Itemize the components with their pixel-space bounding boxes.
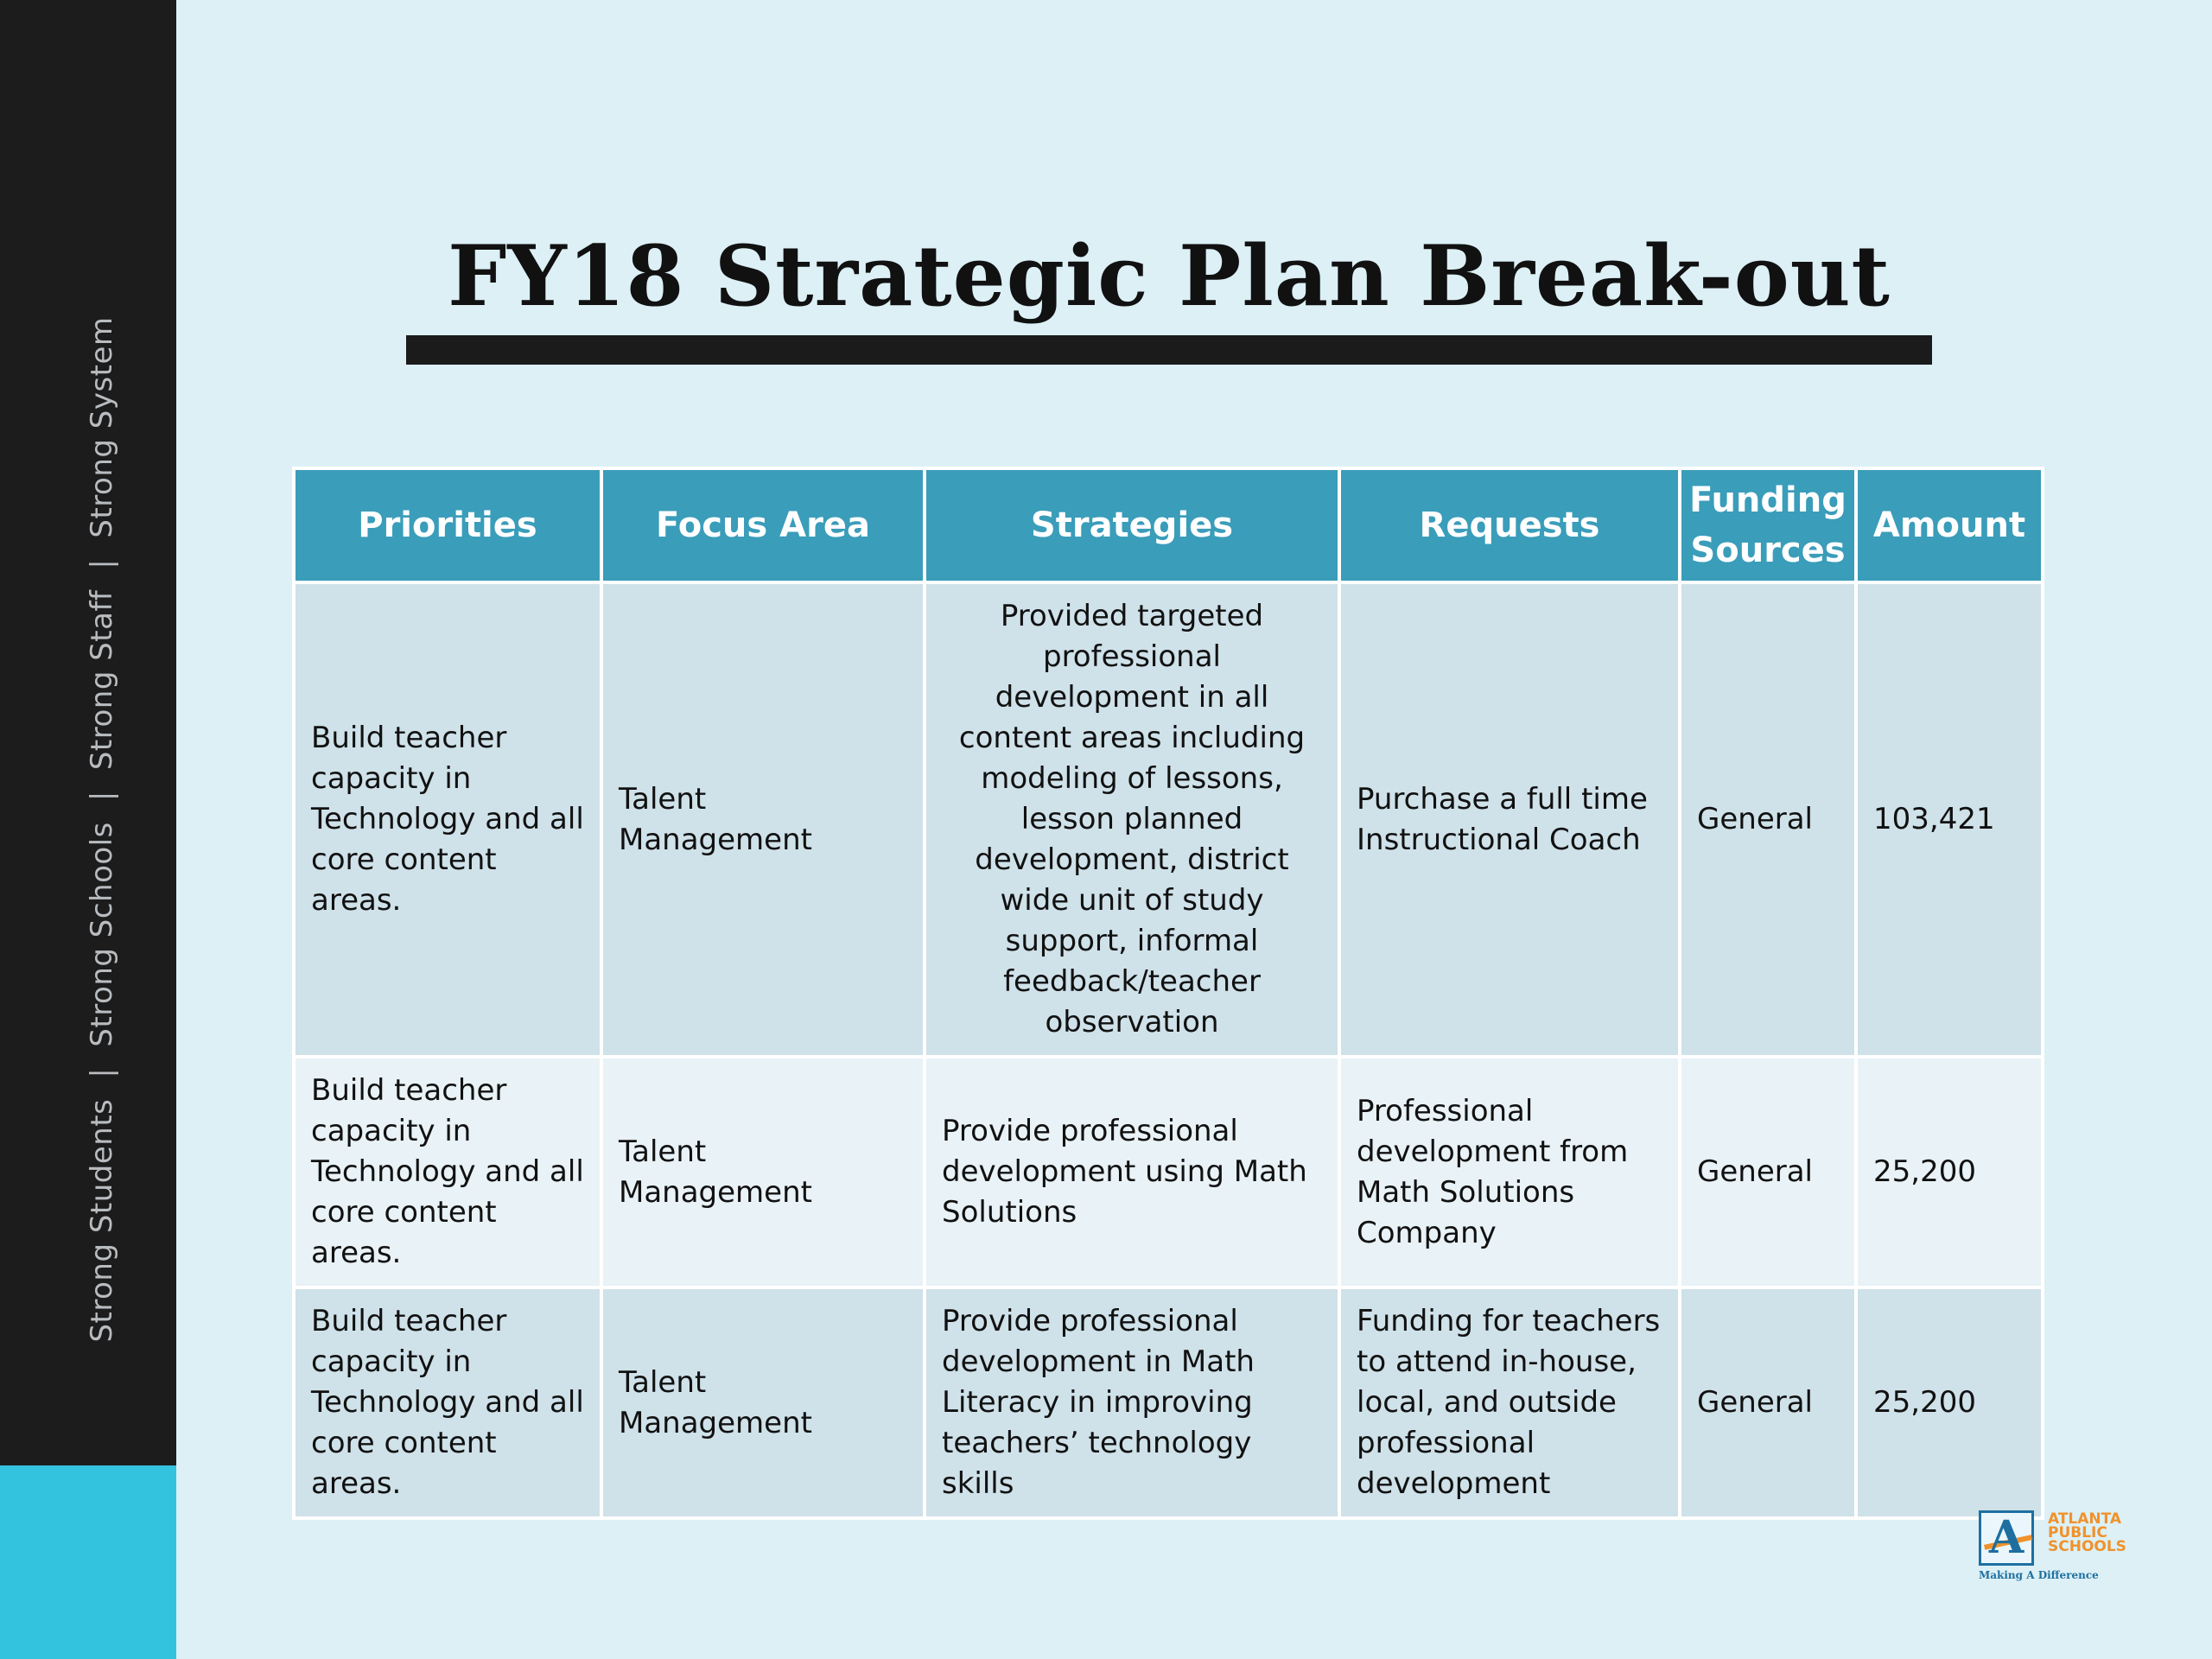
header-strategies: Strategies — [926, 470, 1338, 581]
logo-name-line: ATLANTA — [2048, 1510, 2122, 1528]
cell-focus-area: Talent Management — [603, 1058, 923, 1286]
cell-strategy: Provide professional development using Math Solutions — [926, 1058, 1338, 1286]
logo-letter: A — [1988, 1511, 2024, 1564]
cell-priority: Build teacher capacity in Technology and all core content areas. — [296, 1289, 600, 1516]
cell-strategy: Provided targeted professional development in all content areas including modeling of lessons, lesson planned development, district wide unit of study support, informal feedback/teacher observation — [926, 584, 1338, 1055]
logo-tagline: Making A Difference — [1979, 1569, 2099, 1581]
tagline-separator: | — [85, 791, 119, 802]
table-row — [296, 1058, 2041, 1286]
cell-funding-source: General — [1681, 584, 1854, 1055]
cell-priority: Build teacher capacity in Technology and all core content areas. — [296, 584, 600, 1055]
cell-priority: Build teacher capacity in Technology and all core content areas. — [296, 1058, 600, 1286]
header-funding-sources: Funding Sources — [1681, 470, 1854, 581]
sidebar-tagline — [85, 316, 119, 1342]
logo-name-line: PUBLIC — [2048, 1524, 2107, 1541]
tagline-item: Strong Staff — [85, 589, 119, 771]
tagline-item: Strong Schools — [85, 822, 119, 1047]
header-focus-area: Focus Area — [603, 470, 923, 581]
table-row — [296, 1289, 2041, 1516]
strategic-plan-table — [292, 467, 2044, 1520]
cell-amount: 25,200 — [1858, 1058, 2041, 1286]
cell-focus-area: Talent Management — [603, 584, 923, 1055]
cell-amount: 25,200 — [1858, 1289, 2041, 1516]
cell-strategy: Provide professional development in Math Literacy in improving teachers’ technology skills — [926, 1289, 1338, 1516]
cell-request: Funding for teachers to attend in-house, local, and outside professional development — [1341, 1289, 1678, 1516]
page-title: FY18 Strategic Plan Break-out — [448, 227, 1891, 325]
header-priorities: Priorities — [296, 470, 600, 581]
logo-name-line: SCHOOLS — [2048, 1538, 2126, 1555]
cell-funding-source: General — [1681, 1289, 1854, 1516]
sidebar-accent-block — [0, 1465, 176, 1659]
cell-request: Professional development from Math Solutions Company — [1341, 1058, 1678, 1286]
tagline-item: Strong System — [85, 316, 119, 538]
tagline-separator: | — [85, 1067, 119, 1078]
table-row — [296, 584, 2041, 1055]
header-requests: Requests — [1341, 470, 1678, 581]
logo-name — [2048, 1512, 2143, 1554]
atlanta-public-schools-logo — [1979, 1510, 2126, 1583]
cell-funding-source: General — [1681, 1058, 1854, 1286]
header-amount: Amount — [1858, 470, 2041, 581]
cell-amount: 103,421 — [1858, 584, 2041, 1055]
sidebar — [0, 0, 176, 1465]
tagline-item: Strong Students — [85, 1098, 119, 1343]
cell-focus-area: Talent Management — [603, 1289, 923, 1516]
table-header-row — [296, 470, 2041, 581]
tagline-separator: | — [85, 558, 119, 569]
title-underline — [406, 335, 1932, 365]
cell-request: Purchase a full time Instructional Coach — [1341, 584, 1678, 1055]
